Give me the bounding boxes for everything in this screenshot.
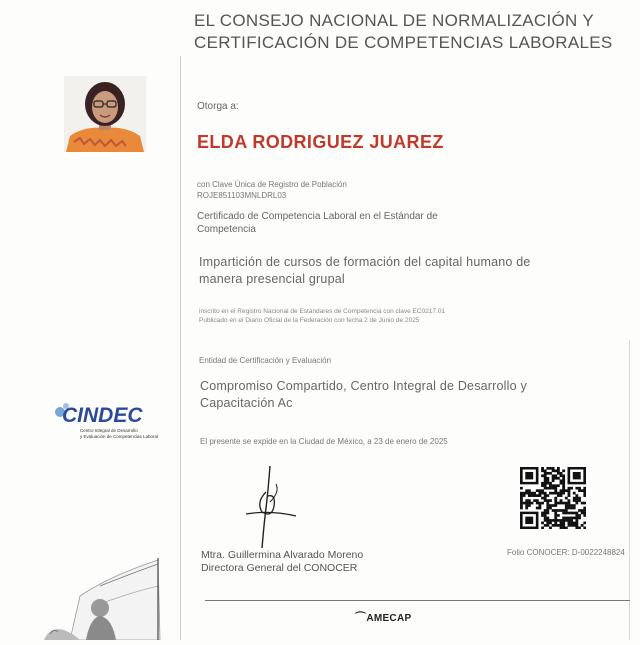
- folio-number: Folio CONOCER: D-0022248824: [507, 548, 625, 557]
- entity-name-line-1: Compromiso Compartido, Centro Integral de Desarrollo y: [200, 379, 527, 393]
- recipient-name: ELDA RODRIGUEZ JUAREZ: [197, 132, 444, 152]
- certificate-label: [197, 210, 617, 236]
- header-line-1: EL CONSEJO NACIONAL DE NORMALIZACIÓN Y: [194, 11, 594, 30]
- certificate-label-line-2: Competencia: [197, 224, 256, 235]
- cindec-tagline-line-2: y Evaluación de Competencias Laboral: [80, 433, 159, 439]
- issued-text: El presente se expide en la Ciudad de México, a 23 de enero de 2025: [200, 437, 448, 446]
- header-line-2: CERTIFICACIÓN DE COMPETENCIAS LABORALES: [194, 33, 613, 52]
- vertical-divider: [180, 56, 181, 640]
- signature-image: [240, 462, 300, 552]
- footer-divider: [205, 600, 630, 601]
- curp-label: con Clave Única de Registro de Población: [197, 180, 347, 189]
- standard-name-line-2: manera presencial grupal: [199, 272, 345, 286]
- curp-value: ROJE851103MNLDRL03: [197, 191, 287, 200]
- amecap-logo: ⌒AMECAP: [355, 612, 412, 624]
- cindec-tagline-line-1: Centro Integral de Desarrollo: [80, 428, 138, 433]
- right-edge-line: [629, 340, 630, 640]
- signatory-name: Mtra. Guillermina Alvarado Moreno: [201, 549, 364, 561]
- entity-name-line-2: Capacitación Ac: [200, 396, 293, 410]
- signatory-title: Directora General del CONOCER: [201, 562, 358, 574]
- amecap-wordmark: AMECAP: [366, 613, 412, 624]
- standard-name: [199, 254, 619, 288]
- cindec-logo: [52, 400, 162, 442]
- certificate-label-line-1: Certificado de Competencia Laboral en el Estándar de: [197, 211, 438, 222]
- flag-emblem-image: [40, 556, 164, 640]
- entity-name: [200, 378, 620, 412]
- recipient-photo: [64, 76, 146, 152]
- certificate-header: [194, 10, 634, 54]
- registry-line-1: inscrito en el Registro Nacional de Estándares de Competencia con clave EC0217.01: [199, 308, 446, 315]
- cindec-wordmark: CINDEC: [62, 404, 143, 427]
- standard-name-line-1: Impartición de cursos de formación del capital humano de: [199, 255, 531, 269]
- signatory-block: [201, 549, 363, 575]
- registry-info: [199, 307, 619, 325]
- cindec-tagline: [80, 428, 165, 439]
- qr-code-icon: [520, 467, 586, 529]
- entity-label: Entidad de Certificación y Evaluación: [199, 356, 332, 365]
- registry-line-2: Publicado en el Diario Oficial de la Federación con fecha 2 de Junio de 2025: [199, 317, 420, 324]
- grants-label: Otorga a:: [197, 101, 239, 112]
